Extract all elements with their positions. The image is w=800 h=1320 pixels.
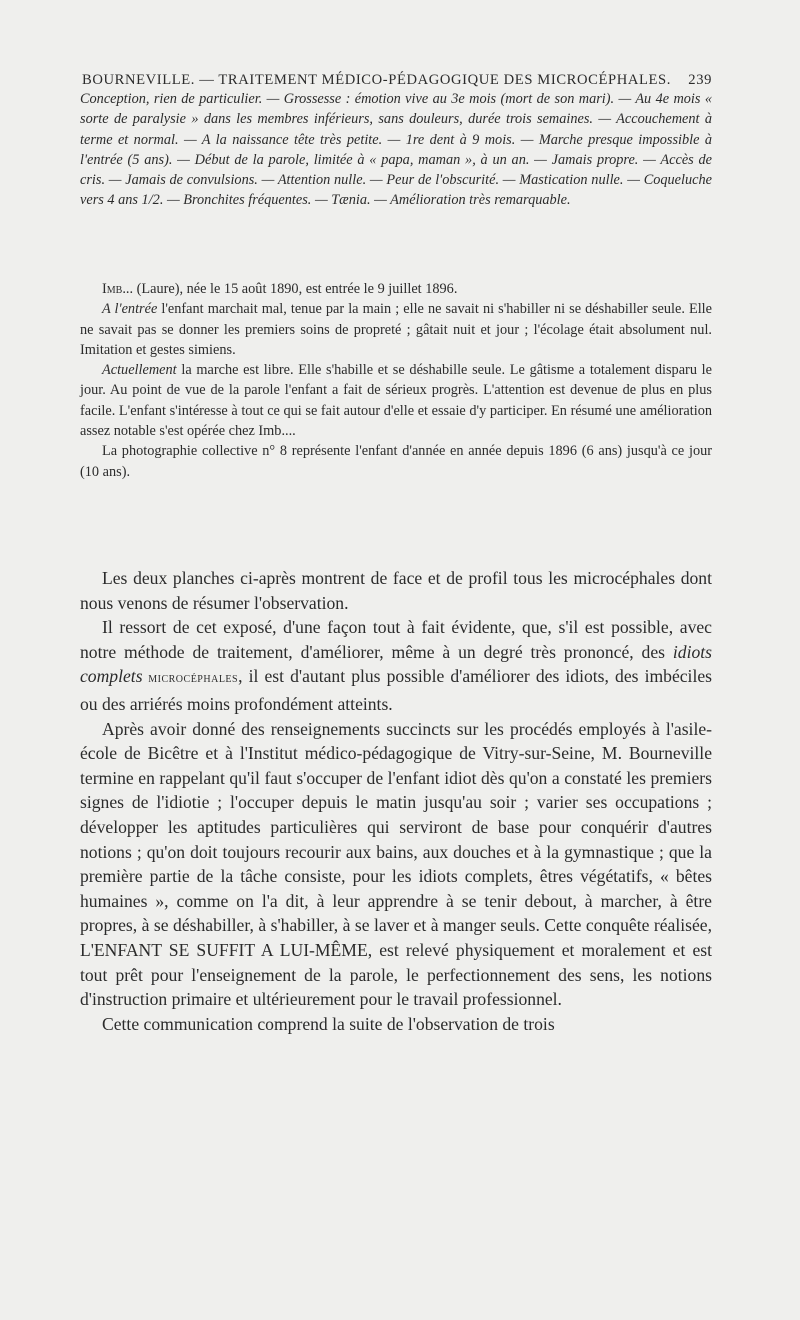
main-text [80,566,712,1036]
emphasis-caps: L'ENFANT SE SUFFIT A LUI-MÊME [80,939,368,960]
case-report [80,279,712,482]
case-paragraph-admission: A l'entrée l'enfant marchait mal, tenue par la main ; elle ne savait ni s'habiller ni se déshabiller seule. Elle ne savait pas se donner les premiers soins de propreté ; gâtait nuit et jour ; l'écolage était absolument nul. Imitation et gestes simiens. [80,301,712,358]
page-number: 239 [688,72,712,88]
admission-lead: A l'entrée [102,301,158,318]
body-paragraph-plates: Les deux planches ci-après montrent de face et de profil tous les microcéphales dont nous venons de résumer l'observation. [80,568,712,613]
case-summary: Conception, rien de particulier. — Grossesse : émotion vive au 3e mois (mort de son mari). — Au 4e mois « sorte de paralysie » dans les membres inférieurs, sans douleurs, durée trois semaines. — Accouchement à terme et normal. — A la naissance tête très petite. — 1re dent à 9 mois. — Marche presque impossible à l'entrée (5 ans). — Début de la parole, limitée à « papa, maman », à un an. — Jamais propre. — Accès de cris. — Jamais de convulsions. — Attention nulle. — Peur de l'obscurité. — Mastication nulle. — Coqueluche vers 4 ans 1/2. — Bronchites fréquentes. — Tænia. — Amélioration très remarquable. [80,91,712,209]
body-paragraph-conclusion: Il ressort de cet exposé, d'une façon tout à fait évidente, que, s'il est possible, avec notre méthode de traitement, d'améliorer, même à un degré très prononcé, des idiots complets microcéphales, il est d'autant plus possible d'améliorer des idiots, des imbéciles ou des arriérés moins profondément atteints. [80,617,712,714]
case-paragraph-identity: Imb... (Laure), née le 15 août 1890, est entrée le 9 juillet 1896. [102,281,458,297]
idiots-complets: idiots complets [80,641,712,687]
microcephales: microcéphales [142,671,239,687]
case-paragraph-photo: La photographie collective n° 8 représente l'enfant d'année en année depuis 1896 (6 ans) jusqu'à ce jour (10 ans). [80,443,712,480]
case-summary-block [80,89,712,211]
patient-name: Imb... [102,281,134,297]
current-lead: Actuellement [102,362,177,379]
running-title: BOURNEVILLE. — TRAITEMENT MÉDICO-PÉDAGOGIQUE DES MICROCÉPHALES. [82,72,671,88]
body-paragraph-communication: Cette communication comprend la suite de l'observation de trois [102,1013,555,1034]
body-paragraph-methods: Après avoir donné des renseignements succincts sur les procédés employés à l'asile-école de Bicêtre et à l'Institut médico-pédagogique de Vitry-sur-Seine, M. Bourneville termine en rappelant qu'il faut s'occuper de l'enfant idiot dès qu'on a constaté les premiers signes de l'idiotie ; l'occuper depuis le matin jusqu'au soir ; varier ses occupations ; développer les aptitudes particulières qui serviront de base pour conquérir d'autres notions ; qu'on doit toujours recourir aux bains, aux douches et à la gymnastique ; que la première partie de la tâche consiste, pour les idiots complets, êtres végétatifs, « bêtes humaines », comme on l'a dit, à leur apprendre à se tenir debout, à marcher, à être propres, à se déshabiller, à s'habiller, à se laver et à manger seuls. Cette conquête réalisée, L'ENFANT SE SUFFIT A LUI-MÊME, est relevé physiquement et moralement et est tout prêt pour l'enseignement de la parole, le perfectionnement des sens, les notions d'instruction primaire et ultérieurement pour le travail professionnel. [80,718,712,1010]
case-paragraph-current: Actuellement la marche est libre. Elle s'habille et se déshabille seule. Le gâtisme a totalement disparu le jour. Au point de vue de la parole l'enfant a fait de sérieux progrès. L'attention est devenue de plus en plus facile. L'enfant s'intéresse à tout ce qui se fait autour d'elle et essaie d'y participer. En résumé une amélioration assez notable s'est opérée chez Imb.... [80,362,712,440]
running-header [82,72,712,89]
